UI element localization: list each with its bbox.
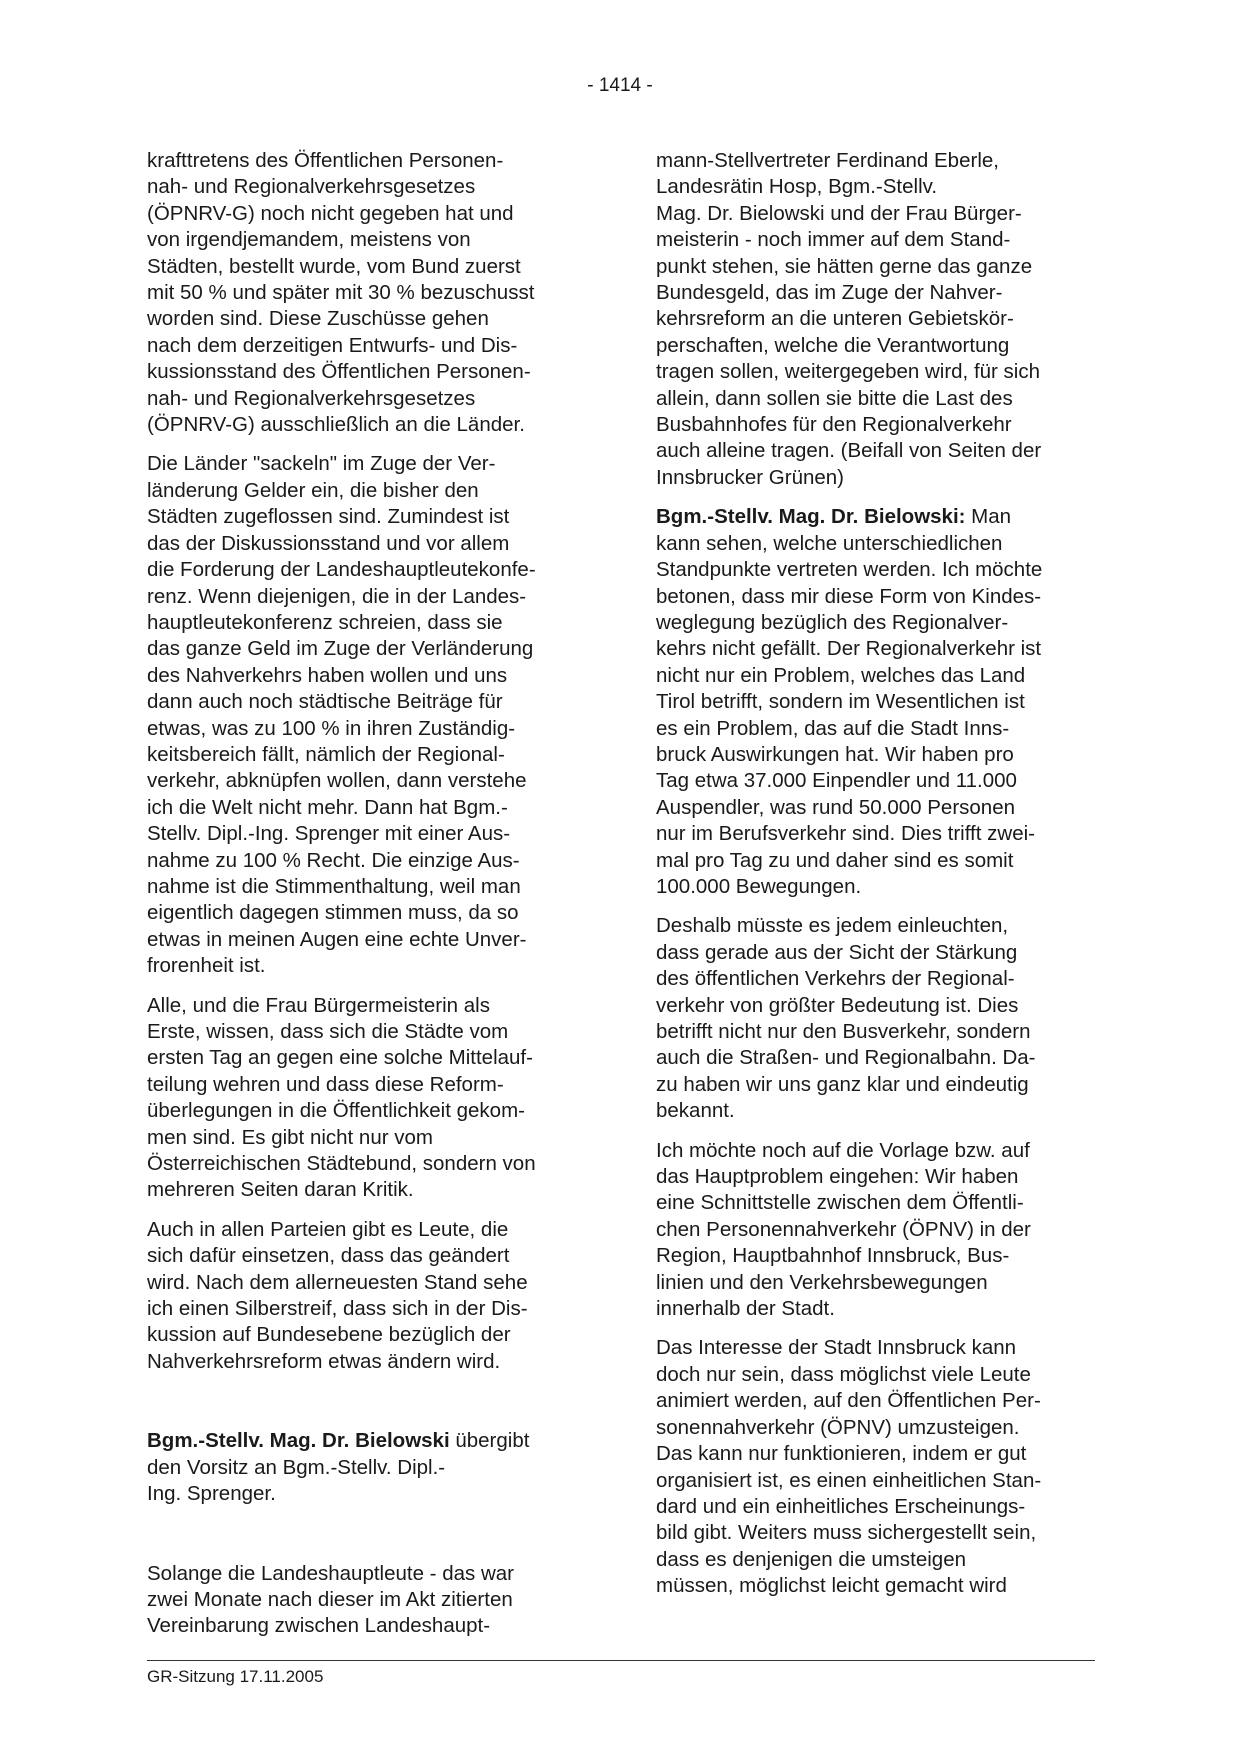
speaker-name: Bgm.-Stellv. Mag. Dr. Bielowski: [147, 1429, 450, 1453]
text-line: des Nahverkehrs haben wollen und uns: [147, 663, 508, 687]
speaker-name: Bgm.-Stellv. Mag. Dr. Bielowski:: [656, 505, 966, 529]
text-line: sonennahverkehr (ÖPNV) umzusteigen.: [656, 1415, 1020, 1439]
text-line: Region, Hauptbahnhof Innsbruck, Bus-: [656, 1244, 1010, 1268]
text-line: [656, 504, 1106, 530]
text-line: dard und ein einheitliches Erscheinungs-: [656, 1494, 1026, 1518]
text-line: Ing. Sprenger.: [147, 1482, 276, 1506]
text-line: Mag. Dr. Bielowski und der Frau Bürger-: [656, 201, 1022, 225]
paragraph: [656, 913, 1106, 1124]
text-line: Tirol betrifft, sondern im Wesentlichen ist: [656, 690, 1025, 714]
text-line: Auch in allen Parteien gibt es Leute, die: [147, 1217, 509, 1241]
text-line: mal pro Tag zu und daher sind es somit: [656, 848, 1014, 872]
text-line: Alle, und die Frau Bürgermeisterin als: [147, 993, 490, 1017]
text-line: mehreren Seiten daran Kritik.: [147, 1178, 414, 1202]
text-line: wird. Nach dem allerneuesten Stand sehe: [147, 1270, 528, 1294]
left-column: [147, 148, 597, 1653]
speech-paragraph: [656, 504, 1106, 900]
spacer: [147, 1521, 597, 1561]
paragraph: [656, 148, 1106, 491]
text-line: weglegung bezüglich des Regionalver-: [656, 610, 1009, 634]
text-line: des öffentlichen Verkehrs der Regional-: [656, 967, 1015, 991]
text-line: dass es denjenigen die umsteigen: [656, 1547, 966, 1571]
text-line: zwei Monate nach dieser im Akt zitierten: [147, 1587, 513, 1611]
text-line: Vereinbarung zwischen Landeshaupt-: [147, 1614, 491, 1638]
right-column: [656, 148, 1106, 1613]
text-line: (ÖPNRV-G) noch nicht gegeben hat und: [147, 201, 514, 225]
text-line: Stellv. Dipl.-Ing. Sprenger mit einer Aus-: [147, 822, 511, 846]
text-line: mit 50 % und später mit 30 % bezuschusst: [147, 281, 535, 305]
text-line: Das kann nur funktionieren, indem er gut: [656, 1442, 1027, 1466]
text-line: die Forderung der Landeshauptleutekonfe-: [147, 558, 536, 582]
text-line: bild gibt. Weiters muss sichergestellt sein,: [656, 1521, 1037, 1545]
text-line: etwas in meinen Augen eine echte Unver-: [147, 927, 527, 951]
text-line: den Vorsitz an Bgm.-Stellv. Dipl.-: [147, 1455, 446, 1479]
text-line: meisterin - noch immer auf dem Stand-: [656, 228, 1011, 252]
text-line: überlegungen in die Öffentlichkeit gekom-: [147, 1099, 525, 1123]
text-line: worden sind. Diese Zuschüsse gehen: [147, 307, 489, 331]
text-line: müssen, möglichst leicht gemacht wird: [656, 1574, 1007, 1598]
text-line: nah- und Regionalverkehrsgesetzes: [147, 386, 476, 410]
text-line: doch nur sein, dass möglichst viele Leute: [656, 1362, 1031, 1386]
text-line: frorenheit ist.: [147, 954, 266, 978]
text-line: organisiert ist, es einen einheitlichen Stan-: [656, 1468, 1042, 1492]
text-line: teilung wehren und dass diese Reform-: [147, 1072, 504, 1096]
paragraph: [147, 1561, 597, 1640]
text-line: mann-Stellvertreter Ferdinand Eberle,: [656, 149, 999, 172]
text-line: Österreichischen Städtebund, sondern von: [147, 1152, 536, 1176]
text-line: kussionsstand des Öffentlichen Personen-: [147, 360, 531, 384]
paragraph: [147, 451, 597, 979]
text-line: eigentlich dagegen stimmen muss, da so: [147, 901, 519, 925]
text-line: länderung Gelder ein, die bisher den: [147, 478, 479, 502]
text-line: nach dem derzeitigen Entwurfs- und Dis-: [147, 333, 518, 357]
text-line: dann auch noch städtische Beiträge für: [147, 690, 503, 714]
text-line: Innsbrucker Grünen): [656, 465, 845, 489]
footer-session-date: GR-Sitzung 17.11.2005: [147, 1667, 324, 1686]
text-line: tragen sollen, weitergegeben wird, für sich: [656, 360, 1041, 384]
page-number: - 1414 -: [587, 75, 653, 96]
text-line: Städten, bestellt wurde, vom Bund zuerst: [147, 254, 521, 278]
text-line: Deshalb müsste es jedem einleuchten,: [656, 914, 1009, 938]
text-line: Bundesgeld, das im Zuge der Nahver-: [656, 281, 1003, 305]
text-line: das ganze Geld im Zuge der Verländerung: [147, 637, 534, 661]
text-line: nur im Berufsverkehr sind. Dies trifft zwei-: [656, 822, 1035, 846]
text-line: chen Personennahverkehr (ÖPNV) in der: [656, 1217, 1031, 1241]
text-line: Erste, wissen, dass sich die Städte vom: [147, 1020, 509, 1043]
text-fragment: übergibt: [449, 1429, 530, 1453]
text-line: nahme ist die Stimmenthaltung, weil man: [147, 874, 521, 898]
text-line: Auspendler, was rund 50.000 Personen: [656, 795, 1016, 819]
text-line: Das Interesse der Stadt Innsbruck kann: [656, 1336, 1017, 1360]
text-line: verkehr von größter Bedeutung ist. Dies: [656, 993, 1019, 1017]
paragraph: [147, 1217, 597, 1375]
chair-handover-paragraph: [147, 1428, 597, 1507]
text-line: kussion auf Bundesebene bezüglich der: [147, 1323, 511, 1347]
text-line: Städten zugeflossen sind. Zumindest ist: [147, 505, 510, 529]
text-line: 100.000 Bewegungen.: [656, 874, 862, 898]
text-line: ich einen Silberstreif, dass sich in der Dis-: [147, 1297, 528, 1321]
text-line: dass gerade aus der Sicht der Stärkung: [656, 940, 1018, 964]
text-line: (ÖPNRV-G) ausschließlich an die Länder.: [147, 413, 525, 437]
text-line: verkehr, abknüpfen wollen, dann verstehe: [147, 769, 527, 793]
text-line: kann sehen, welche unterschiedlichen: [656, 531, 1003, 555]
text-line: bruck Auswirkungen hat. Wir haben pro: [656, 742, 1014, 766]
text-line: Ich möchte noch auf die Vorlage bzw. auf: [656, 1138, 1030, 1162]
text-line: ersten Tag an gegen eine solche Mittelauf-: [147, 1046, 533, 1070]
text-line: Tag etwa 37.000 Einpendler und 11.000: [656, 769, 1017, 793]
text-line: kehrsreform an die unteren Gebietskör-: [656, 307, 1014, 331]
text-line: das Hauptproblem eingehen: Wir haben: [656, 1165, 1019, 1189]
text-fragment: Man: [965, 505, 1012, 529]
text-line: animiert werden, auf den Öffentlichen Per-: [656, 1389, 1041, 1413]
text-line: men sind. Es gibt nicht nur vom: [147, 1125, 433, 1149]
text-line: nah- und Regionalverkehrsgesetzes: [147, 175, 476, 199]
text-line: Nahverkehrsreform etwas ändern wird.: [147, 1349, 501, 1373]
text-line: Solange die Landeshauptleute - das war: [147, 1561, 514, 1585]
text-line: ich die Welt nicht mehr. Dann hat Bgm.-: [147, 795, 508, 819]
text-line: etwas, was zu 100 % in ihren Zuständig-: [147, 716, 516, 740]
footer-divider: [147, 1660, 1095, 1661]
text-line: es ein Problem, das auf die Stadt Inns-: [656, 716, 1010, 740]
spacer: [147, 1388, 597, 1428]
text-line: keitsbereich fällt, nämlich der Regional-: [147, 742, 505, 766]
text-line: innerhalb der Stadt.: [656, 1297, 835, 1321]
text-line: Busbahnhofes für den Regionalverkehr: [656, 413, 1012, 437]
paragraph: [656, 1138, 1106, 1323]
text-line: zu haben wir uns ganz klar und eindeutig: [656, 1072, 1029, 1096]
text-line: nahme zu 100 % Recht. Die einzige Aus-: [147, 848, 520, 872]
text-line: Die Länder "sackeln" im Zuge der Ver-: [147, 452, 496, 476]
text-line: krafttretens des Öffentlichen Personen-: [147, 149, 504, 172]
paragraph: [147, 993, 597, 1204]
text-line: betonen, dass mir diese Form von Kindes-: [656, 584, 1042, 608]
text-line: renz. Wenn diejenigen, die in der Landes-: [147, 584, 527, 608]
text-line: perschaften, welche die Verantwortung: [656, 333, 1010, 357]
text-line: punkt stehen, sie hätten gerne das ganze: [656, 254, 1033, 278]
text-line: eine Schnittstelle zwischen dem Öffentli-: [656, 1191, 1024, 1215]
text-line: nicht nur ein Problem, welches das Land: [656, 663, 1026, 687]
text-line: linien und den Verkehrsbewegungen: [656, 1270, 988, 1294]
text-line: bekannt.: [656, 1099, 735, 1123]
text-line: auch alleine tragen. (Beifall von Seiten der: [656, 439, 1042, 463]
text-line: allein, dann sollen sie bitte die Last des: [656, 386, 1013, 410]
text-line: betrifft nicht nur den Busverkehr, sondern: [656, 1020, 1031, 1043]
text-line: auch die Straßen- und Regionalbahn. Da-: [656, 1046, 1036, 1070]
text-line: kehrs nicht gefällt. Der Regionalverkehr ist: [656, 637, 1042, 661]
text-line: das der Diskussionsstand und vor allem: [147, 531, 510, 555]
paragraph: [147, 148, 597, 438]
text-line: [147, 1428, 597, 1454]
text-line: von irgendjemandem, meistens von: [147, 228, 471, 252]
text-line: hauptleutekonferenz schreien, dass sie: [147, 610, 503, 634]
text-line: Landesrätin Hosp, Bgm.-Stellv.: [656, 175, 938, 199]
text-line: sich dafür einsetzen, dass das geändert: [147, 1244, 510, 1268]
paragraph: [656, 1335, 1106, 1599]
text-line: Standpunkte vertreten werden. Ich möchte: [656, 558, 1043, 582]
